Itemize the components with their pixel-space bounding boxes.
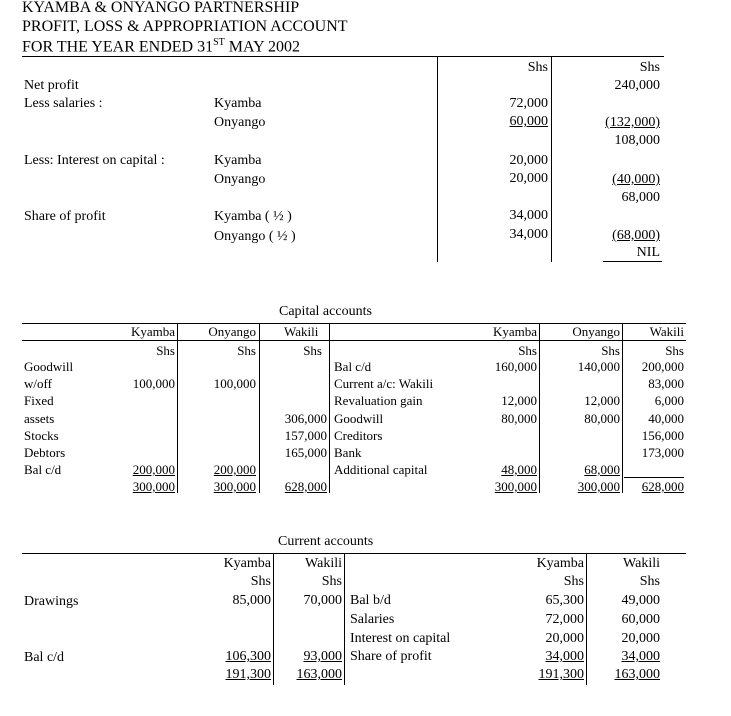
sal-onyango-label: Onyango	[214, 115, 266, 130]
cap-shs-3: Shs	[303, 343, 322, 358]
cap-shs-2: Shs	[237, 343, 256, 358]
net-profit-label: Net profit	[24, 78, 79, 93]
cur-v2	[344, 553, 345, 685]
cur-rw-4: 34,000	[621, 649, 660, 664]
cur-drawings-label: Drawings	[24, 594, 79, 609]
cur-shs-4: Shs	[639, 574, 660, 589]
cap-shs-1: Shs	[156, 343, 175, 358]
cur-lk-1: 85,000	[232, 593, 271, 608]
heading-line-3-post: MAY 2002	[224, 38, 301, 56]
less-salaries-label: Less salaries :	[24, 96, 103, 111]
heading-rule	[22, 56, 664, 57]
cur-shs-2: Shs	[321, 574, 342, 589]
less-interest-label: Less: Interest on capital :	[24, 153, 165, 168]
cap-lw-4: 628,000	[284, 479, 327, 494]
cur-lw-3: 163,000	[296, 667, 342, 682]
cur-hdr-kyamba-r: Kyamba	[536, 556, 584, 571]
cap-shs-5: Shs	[601, 343, 620, 358]
nil-rule	[603, 261, 662, 262]
cap-left-label-goodwill: Goodwill	[24, 359, 74, 374]
cap-rk-2: 12,000	[501, 393, 537, 408]
divider-right	[551, 56, 552, 262]
cur-hdr-kyamba-l: Kyamba	[223, 556, 271, 571]
cap-v1	[177, 323, 178, 493]
cap-right-label-goodwill: Goodwill	[334, 411, 384, 426]
cur-hdr-wakili-l: Wakili	[305, 556, 342, 571]
cur-hdr-wakili-r: Wakili	[623, 556, 660, 571]
heading-line-3-sup: ST	[213, 37, 225, 48]
cap-right-label-balcd: Bal c/d	[334, 359, 372, 374]
cap-v3	[329, 323, 330, 493]
cap-lw-1: 306,000	[284, 411, 327, 426]
int-onyango-label: Onyango	[214, 172, 266, 187]
share-label: Share of profit	[24, 209, 106, 224]
current-title: Current accounts	[278, 534, 374, 549]
int-onyango-value: 20,000	[509, 171, 548, 186]
cap-right-label-current: Current a/c: Wakili	[334, 376, 434, 391]
col-shs-2: Shs	[639, 60, 660, 75]
cap-rw-rule	[624, 477, 684, 478]
int-kyamba-value: 20,000	[509, 153, 548, 168]
share-onyango-label: Onyango ( ½ )	[214, 229, 296, 244]
cap-hdr-wakili-r: Wakili	[649, 324, 684, 339]
cur-rk-5: 191,300	[538, 667, 584, 682]
cap-rk-3: 80,000	[501, 411, 537, 426]
cap-lk-2: 200,000	[132, 462, 175, 477]
sal-kyamba-value: 72,000	[509, 96, 548, 111]
cur-lk-2: 106,300	[225, 649, 271, 664]
cap-lk-1: 100,000	[132, 376, 175, 391]
cur-shs-3: Shs	[563, 574, 584, 589]
cap-rk-4: 48,000	[501, 462, 537, 477]
cap-left-label-stocks: Stocks	[24, 428, 59, 443]
cap-v4	[539, 323, 540, 493]
cap-left-label-woff: w/off	[24, 376, 52, 391]
cur-right-label-salaries: Salaries	[350, 612, 395, 627]
cap-shs-6: Shs	[665, 343, 684, 358]
cur-v1	[273, 553, 274, 685]
net-profit-value: 240,000	[614, 78, 660, 93]
heading-line-3	[22, 38, 300, 55]
capital-title: Capital accounts	[279, 304, 372, 319]
cur-rw-3: 20,000	[621, 631, 660, 646]
cap-ro-5: 300,000	[577, 479, 620, 494]
cap-left-label-assets: assets	[24, 411, 55, 426]
cap-rw-1: 200,000	[641, 359, 684, 374]
sal-onyango-value: 60,000	[509, 114, 548, 129]
cap-lw-3: 165,000	[284, 445, 327, 460]
cap-rk-1: 160,000	[494, 359, 537, 374]
after-salaries: 108,000	[614, 133, 660, 148]
cap-lw-2: 157,000	[284, 428, 327, 443]
cur-rk-3: 20,000	[545, 631, 584, 646]
balance-nil: NIL	[636, 245, 660, 260]
cap-lo-1: 100,000	[213, 376, 256, 391]
cur-rw-5: 163,000	[614, 667, 660, 682]
cap-hdr-onyango-l: Onyango	[208, 324, 256, 339]
cur-rw-1: 49,000	[621, 593, 660, 608]
cur-rk-1: 65,300	[545, 593, 584, 608]
cap-rw-7: 628,000	[641, 479, 684, 494]
cur-right-label-interest: Interest on capital	[350, 631, 451, 646]
cap-rw-6: 173,000	[641, 445, 684, 460]
cap-right-label-creditors: Creditors	[334, 428, 383, 443]
cur-rk-4: 34,000	[545, 649, 584, 664]
cap-hdr-kyamba-r: Kyamba	[492, 324, 537, 339]
cap-rw-3: 6,000	[654, 393, 684, 408]
cap-rk-5: 300,000	[494, 479, 537, 494]
cur-lw-1: 70,000	[303, 593, 342, 608]
cap-rw-2: 83,000	[648, 376, 684, 391]
cap-rw-4: 40,000	[648, 411, 684, 426]
int-total: (40,000)	[612, 172, 660, 187]
sal-kyamba-label: Kyamba	[214, 96, 262, 111]
share-kyamba-label: Kyamba ( ½ )	[214, 209, 292, 224]
cap-ro-2: 12,000	[584, 393, 620, 408]
cap-ro-3: 80,000	[584, 411, 620, 426]
cap-rw-5: 156,000	[641, 428, 684, 443]
cap-right-label-bank: Bank	[334, 445, 362, 460]
divider-left	[437, 56, 438, 262]
cap-shs-4: Shs	[518, 343, 537, 358]
cap-right-label-revaluation: Revaluation gain	[334, 393, 423, 408]
cap-left-label-balcd: Bal c/d	[24, 462, 62, 477]
int-kyamba-label: Kyamba	[214, 153, 262, 168]
cur-right-label-share: Share of profit	[350, 649, 432, 664]
cap-hdr-kyamba-l: Kyamba	[130, 324, 175, 339]
share-onyango-value: 34,000	[509, 227, 548, 242]
cap-lo-2: 200,000	[213, 462, 256, 477]
cur-v3	[586, 553, 587, 685]
col-shs-1: Shs	[527, 60, 548, 75]
after-interest: 68,000	[621, 190, 660, 205]
heading-line-1: KYAMBA & ONYANGO PARTNERSHIP	[22, 0, 300, 16]
cur-rk-2: 72,000	[545, 612, 584, 627]
cur-lk-3: 191,300	[225, 667, 271, 682]
heading-line-3-pre: FOR THE YEAR ENDED 31	[22, 38, 214, 56]
cap-ro-4: 68,000	[584, 462, 620, 477]
cap-lk-3: 300,000	[132, 479, 175, 494]
sal-total: (132,000)	[605, 115, 660, 130]
cap-right-label-additional: Additional capital	[334, 462, 428, 477]
cur-balcd-label: Bal c/d	[24, 650, 65, 665]
cap-lo-3: 300,000	[213, 479, 256, 494]
share-total: (68,000)	[612, 228, 660, 243]
cap-left-label-debtors: Debtors	[24, 445, 66, 460]
cur-shs-1: Shs	[250, 574, 271, 589]
cap-header-rule	[22, 340, 686, 341]
cap-ro-1: 140,000	[577, 359, 620, 374]
share-kyamba-value: 34,000	[509, 208, 548, 223]
heading-line-2: PROFIT, LOSS & APPROPRIATION ACCOUNT	[22, 18, 348, 35]
cap-hdr-wakili-l: Wakili	[284, 324, 319, 339]
cap-left-label-fixed: Fixed	[24, 393, 54, 408]
cap-hdr-onyango-r: Onyango	[572, 324, 620, 339]
cur-lw-2: 93,000	[303, 649, 342, 664]
cur-right-label-balbd: Bal b/d	[350, 593, 391, 608]
cur-rw-2: 60,000	[621, 612, 660, 627]
